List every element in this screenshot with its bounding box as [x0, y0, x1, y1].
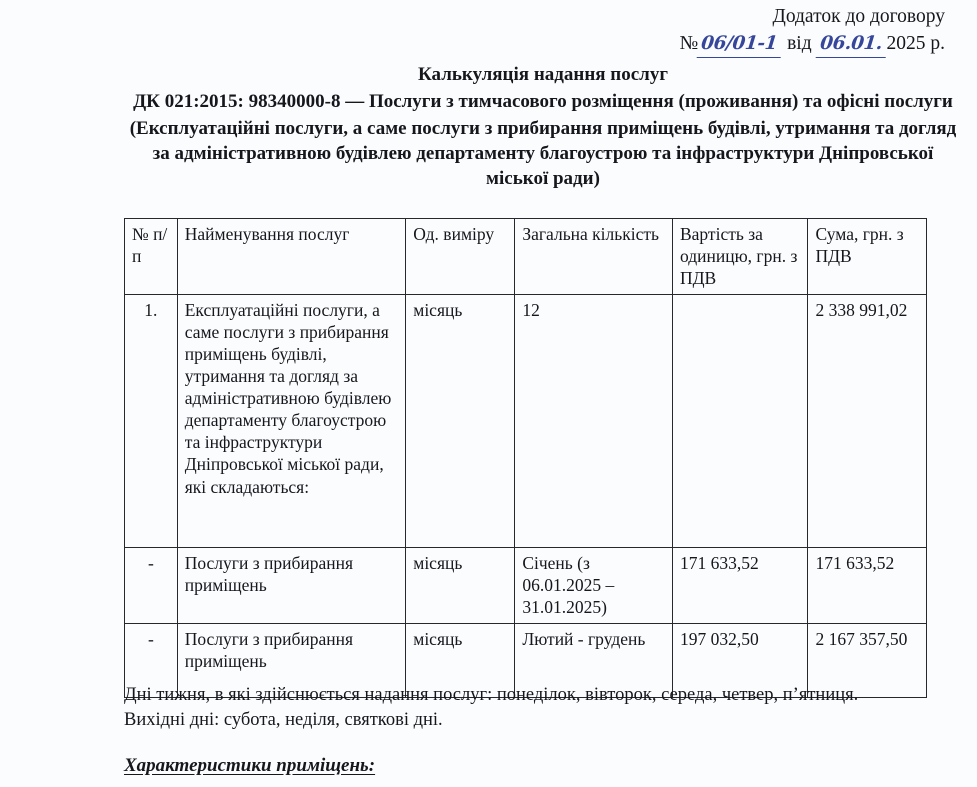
cell-quantity: Лютий - грудень	[515, 624, 673, 698]
cell-unit-price: 171 633,52	[672, 548, 808, 624]
column-header-number: № п/п	[125, 219, 178, 295]
cpv-code-title: ДК 021:2015: 98340000-8 — Послуги з тимчасового розміщення (проживання) та офісні послуги	[133, 90, 953, 112]
page-title: Калькуляція надання послуг	[418, 64, 668, 85]
cell-service-name: Послуги з прибирання приміщень	[177, 548, 406, 624]
title-parenthetical: (Експлуатаційні послуги, а саме послуги з прибирання приміщень будівлі, утримання та догляд за адміністративною будівлею департаменту благоустрою та інфраструктури Дніпровської міської ради)	[129, 118, 957, 189]
column-header-service-name: Найменування послуг	[177, 219, 406, 295]
cell-sum: 171 633,52	[808, 548, 927, 624]
cell-sum: 2 338 991,02	[808, 295, 927, 548]
cell-service-name: Послуги з прибирання приміщень	[177, 624, 406, 698]
cell-quantity: 12	[515, 295, 673, 548]
premises-characteristics-heading: Характеристики приміщень:	[124, 755, 376, 776]
column-header-unit-price: Вартість за одиницю, грн. з ПДВ	[672, 219, 808, 295]
contract-date-handwritten: 06.01.	[815, 32, 888, 58]
footer-notes	[124, 683, 944, 733]
appendix-reference	[0, 4, 945, 58]
appendix-number-line	[0, 31, 945, 58]
cell-unit: місяць	[406, 295, 515, 548]
cell-service-name: Експлуатаційні послуги, а саме послуги з прибирання приміщень будівлі, утримання та догляд за адміністративною будівлею департаменту благоустрою та інфраструктури Дніпровської міської ради, які складаються:	[177, 295, 406, 548]
weekend-days-note: Вихідні дні: субота, неділя, святкові дні.	[124, 710, 443, 731]
column-header-unit: Од. виміру	[406, 219, 515, 295]
number-symbol-label: №	[679, 32, 699, 54]
column-header-quantity: Загальна кількість	[515, 219, 673, 295]
cell-row-number: -	[125, 624, 178, 698]
cell-sum: 2 167 357,50	[808, 624, 927, 698]
document-title-block	[128, 63, 958, 191]
cell-unit: місяць	[406, 624, 515, 698]
cell-unit: місяць	[406, 548, 515, 624]
from-label: від	[787, 32, 812, 54]
cell-unit-price: 197 032,50	[672, 624, 808, 698]
appendix-title: Додаток до договору	[772, 6, 945, 27]
column-header-sum: Сума, грн. з ПДВ	[808, 219, 927, 295]
contract-year: 2025 р.	[886, 32, 945, 54]
contract-number-handwritten: 06/01-1	[697, 32, 784, 58]
cell-unit-price	[672, 295, 808, 548]
cell-row-number: 1.	[125, 295, 178, 548]
table-row	[125, 548, 927, 624]
cell-quantity: Січень (з 06.01.2025 – 31.01.2025)	[515, 548, 673, 624]
table-row	[125, 295, 927, 548]
working-days-note: Дні тижня, в які здійснюється надання послуг: понеділок, вівторок, середа, четвер, п’ятниця.	[124, 685, 859, 705]
cell-row-number: -	[125, 548, 178, 624]
table-header-row	[125, 219, 927, 295]
calculation-table	[124, 218, 927, 698]
